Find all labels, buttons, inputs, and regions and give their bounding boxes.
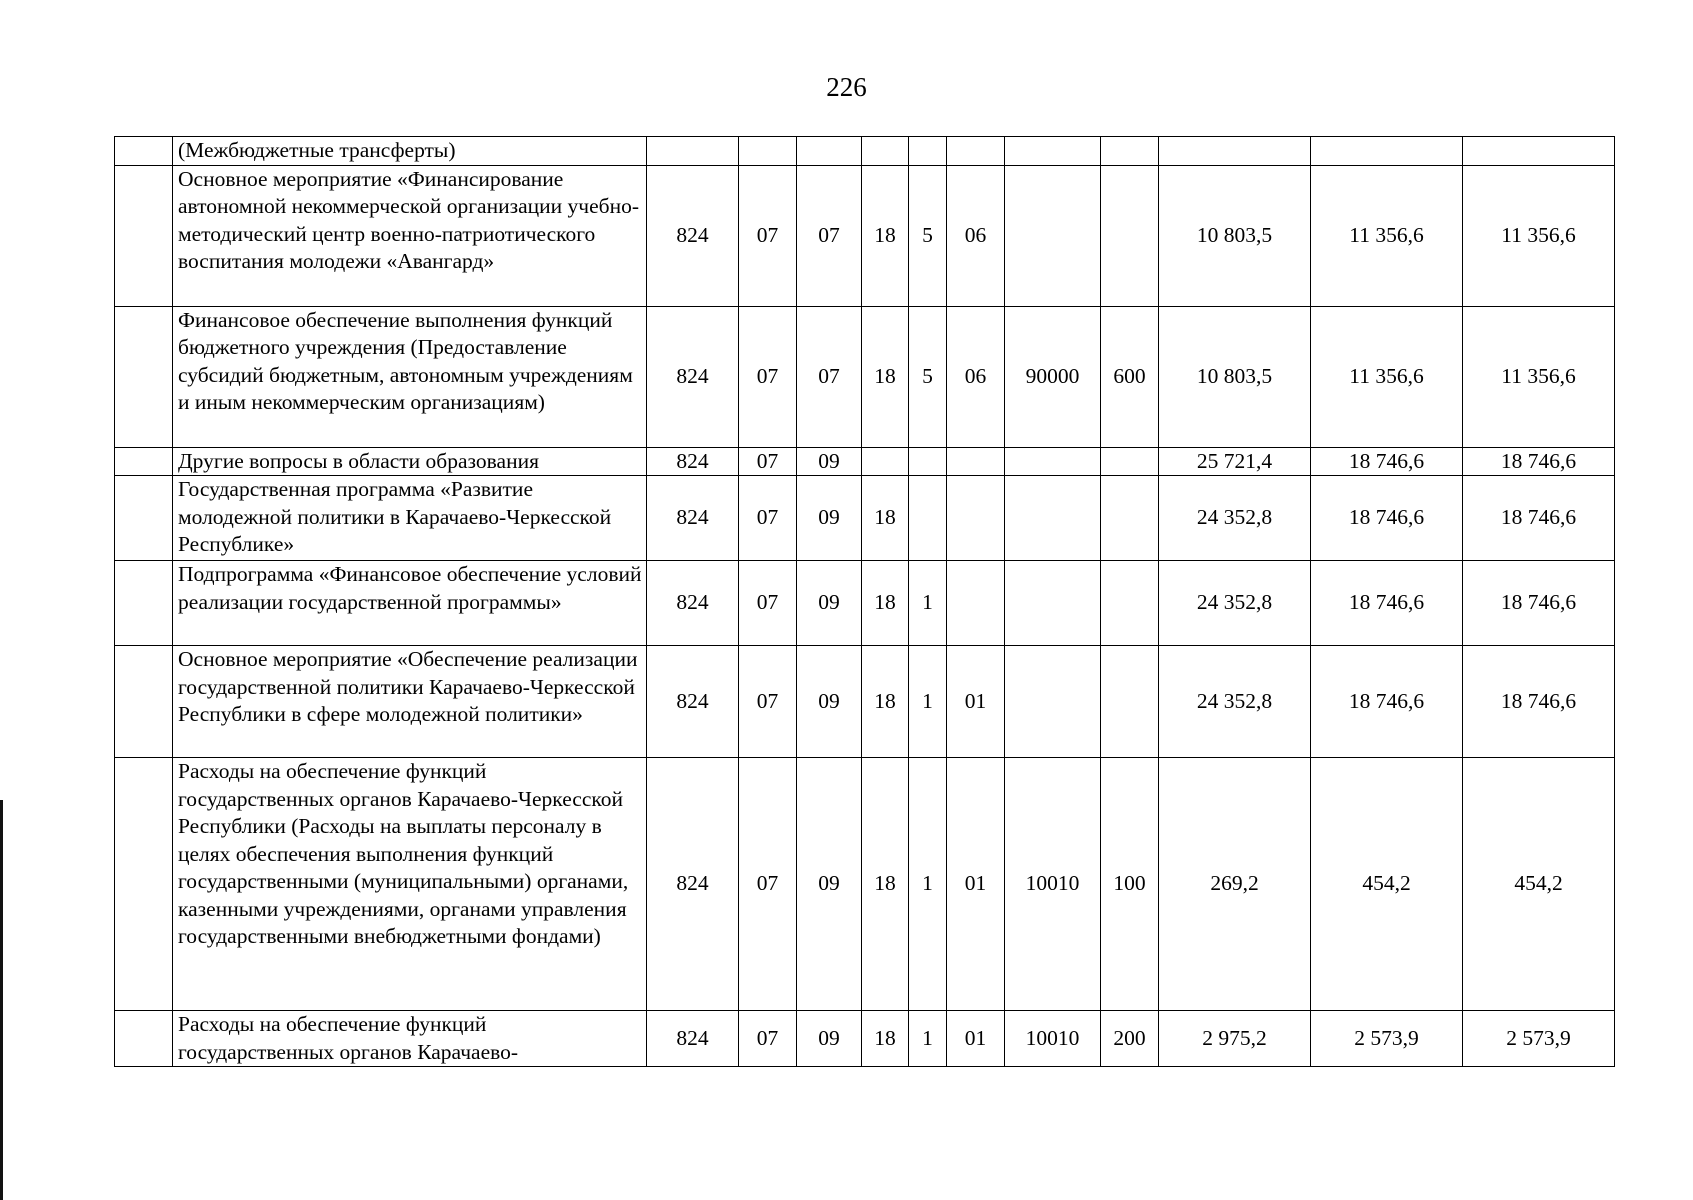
item-name-cell: Расходы на обеспечение функций государственных органов Карачаево-Черкесской Республики (Расходы на выплаты персоналу в целях обеспечения выполнения функций государственными (муниципальными) органами, казенными учреждениями, органами управления государственными внебюджетными фондами) — [173, 758, 647, 1011]
subsection-cell — [797, 137, 862, 166]
program-cell: 18 — [862, 646, 909, 758]
ministry-cell: 824 — [647, 165, 739, 306]
item-name-cell: Другие вопросы в области образования — [173, 447, 647, 476]
table-row — [115, 137, 1615, 166]
row-number-cell — [115, 646, 173, 758]
ministry-cell: 824 — [647, 758, 739, 1011]
item-name-cell: Финансовое обеспечение выполнения функций бюджетного учреждения (Предоставление субсидий бюджетным, автономным учреждениям и иным некоммерческим организациям) — [173, 306, 647, 447]
subprogram-cell: 1 — [909, 1011, 947, 1067]
table-row — [115, 306, 1615, 447]
sum2-cell: 2 573,9 — [1311, 1011, 1463, 1067]
table-row — [115, 447, 1615, 476]
ministry-cell — [647, 137, 739, 166]
main-event-cell: 01 — [947, 758, 1005, 1011]
row-number-cell — [115, 1011, 173, 1067]
sum3-cell: 18 746,6 — [1463, 646, 1615, 758]
sum1-cell: 24 352,8 — [1159, 646, 1311, 758]
item-name-cell: Подпрограмма «Финансовое обеспечение условий реализации государственной программы» — [173, 561, 647, 646]
sum3-cell — [1463, 137, 1615, 166]
direction-cell — [1005, 447, 1101, 476]
subprogram-cell: 1 — [909, 646, 947, 758]
section-cell: 07 — [739, 1011, 797, 1067]
item-name-cell: Основное мероприятие «Финансирование автономной некоммерческой организации учебно-методический центр военно-патриотического воспитания молодежи «Авангард» — [173, 165, 647, 306]
section-cell: 07 — [739, 561, 797, 646]
table-row — [115, 646, 1615, 758]
direction-cell — [1005, 476, 1101, 561]
sum3-cell: 18 746,6 — [1463, 476, 1615, 561]
row-number-cell — [115, 137, 173, 166]
subsection-cell: 09 — [797, 1011, 862, 1067]
direction-cell: 10010 — [1005, 1011, 1101, 1067]
subprogram-cell — [909, 447, 947, 476]
subsection-cell: 09 — [797, 646, 862, 758]
subprogram-cell: 1 — [909, 758, 947, 1011]
main-event-cell: 06 — [947, 306, 1005, 447]
table-row — [115, 165, 1615, 306]
sum3-cell: 18 746,6 — [1463, 447, 1615, 476]
program-cell: 18 — [862, 306, 909, 447]
sum1-cell: 10 803,5 — [1159, 165, 1311, 306]
sum3-cell: 11 356,6 — [1463, 165, 1615, 306]
item-name-cell: Основное мероприятие «Обеспечение реализации государственной политики Карачаево-Черкесской Республики в сфере молодежной политики» — [173, 646, 647, 758]
section-cell: 07 — [739, 306, 797, 447]
sum2-cell: 18 746,6 — [1311, 476, 1463, 561]
subprogram-cell: 5 — [909, 165, 947, 306]
table-row — [115, 561, 1615, 646]
main-event-cell: 01 — [947, 1011, 1005, 1067]
sum1-cell — [1159, 137, 1311, 166]
table-row — [115, 1011, 1615, 1067]
main-event-cell: 06 — [947, 165, 1005, 306]
subprogram-cell: 5 — [909, 306, 947, 447]
program-cell: 18 — [862, 1011, 909, 1067]
table-row — [115, 476, 1615, 561]
sum3-cell: 454,2 — [1463, 758, 1615, 1011]
row-number-cell — [115, 447, 173, 476]
item-name-cell: (Межбюджетные трансферты) — [173, 137, 647, 166]
subprogram-cell — [909, 476, 947, 561]
sum1-cell: 25 721,4 — [1159, 447, 1311, 476]
main-event-cell — [947, 137, 1005, 166]
ministry-cell: 824 — [647, 447, 739, 476]
expense-type-cell — [1101, 447, 1159, 476]
subsection-cell: 07 — [797, 165, 862, 306]
program-cell: 18 — [862, 165, 909, 306]
subprogram-cell — [909, 137, 947, 166]
expense-type-cell — [1101, 561, 1159, 646]
ministry-cell: 824 — [647, 561, 739, 646]
main-event-cell — [947, 447, 1005, 476]
expense-type-cell — [1101, 476, 1159, 561]
sum1-cell: 10 803,5 — [1159, 306, 1311, 447]
expense-type-cell: 600 — [1101, 306, 1159, 447]
program-cell: 18 — [862, 758, 909, 1011]
direction-cell — [1005, 561, 1101, 646]
item-name-cell: Расходы на обеспечение функций государственных органов Карачаево- — [173, 1011, 647, 1067]
subsection-cell: 09 — [797, 758, 862, 1011]
subsection-cell: 07 — [797, 306, 862, 447]
row-number-cell — [115, 476, 173, 561]
program-cell — [862, 137, 909, 166]
section-cell: 07 — [739, 646, 797, 758]
sum2-cell: 11 356,6 — [1311, 165, 1463, 306]
sum3-cell: 11 356,6 — [1463, 306, 1615, 447]
sum3-cell: 18 746,6 — [1463, 561, 1615, 646]
page-number: 226 — [826, 72, 867, 102]
ministry-cell: 824 — [647, 306, 739, 447]
ministry-cell: 824 — [647, 476, 739, 561]
subsection-cell: 09 — [797, 447, 862, 476]
direction-cell — [1005, 646, 1101, 758]
subprogram-cell: 1 — [909, 561, 947, 646]
table-row — [115, 758, 1615, 1011]
program-cell: 18 — [862, 476, 909, 561]
row-number-cell — [115, 561, 173, 646]
program-cell — [862, 447, 909, 476]
row-number-cell — [115, 165, 173, 306]
main-event-cell — [947, 561, 1005, 646]
sum1-cell: 24 352,8 — [1159, 476, 1311, 561]
row-number-cell — [115, 306, 173, 447]
section-cell — [739, 137, 797, 166]
sum2-cell: 454,2 — [1311, 758, 1463, 1011]
section-cell: 07 — [739, 758, 797, 1011]
expense-type-cell — [1101, 137, 1159, 166]
main-event-cell: 01 — [947, 646, 1005, 758]
budget-table — [114, 136, 1615, 1067]
scan-margin-line — [0, 800, 3, 1200]
direction-cell — [1005, 165, 1101, 306]
program-cell: 18 — [862, 561, 909, 646]
table-body — [115, 137, 1615, 1067]
sum1-cell: 2 975,2 — [1159, 1011, 1311, 1067]
item-name-cell: Государственная программа «Развитие молодежной политики в Карачаево-Черкесской Республике» — [173, 476, 647, 561]
row-number-cell — [115, 758, 173, 1011]
sum2-cell — [1311, 137, 1463, 166]
expense-type-cell: 200 — [1101, 1011, 1159, 1067]
expense-type-cell — [1101, 646, 1159, 758]
sum1-cell: 269,2 — [1159, 758, 1311, 1011]
section-cell: 07 — [739, 165, 797, 306]
subsection-cell: 09 — [797, 561, 862, 646]
subsection-cell: 09 — [797, 476, 862, 561]
direction-cell: 90000 — [1005, 306, 1101, 447]
ministry-cell: 824 — [647, 646, 739, 758]
sum2-cell: 11 356,6 — [1311, 306, 1463, 447]
sum3-cell: 2 573,9 — [1463, 1011, 1615, 1067]
sum2-cell: 18 746,6 — [1311, 646, 1463, 758]
main-event-cell — [947, 476, 1005, 561]
section-cell: 07 — [739, 476, 797, 561]
expense-type-cell — [1101, 165, 1159, 306]
direction-cell: 10010 — [1005, 758, 1101, 1011]
sum2-cell: 18 746,6 — [1311, 561, 1463, 646]
direction-cell — [1005, 137, 1101, 166]
sum1-cell: 24 352,8 — [1159, 561, 1311, 646]
section-cell: 07 — [739, 447, 797, 476]
ministry-cell: 824 — [647, 1011, 739, 1067]
expense-type-cell: 100 — [1101, 758, 1159, 1011]
sum2-cell: 18 746,6 — [1311, 447, 1463, 476]
